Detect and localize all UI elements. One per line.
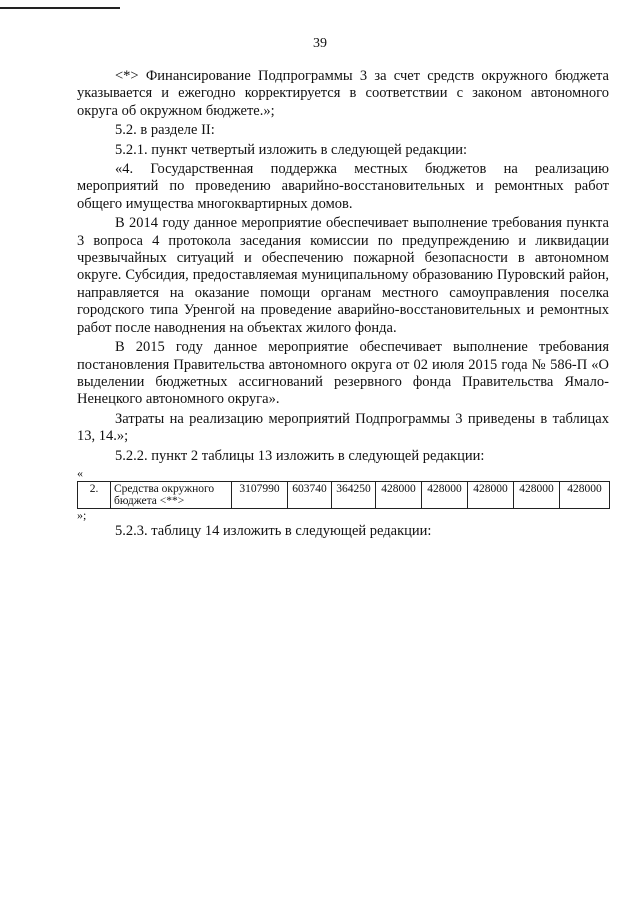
- row-index: 2.: [78, 481, 111, 508]
- value-cell: 428000: [468, 481, 514, 508]
- document-body: [77, 68, 609, 542]
- value-cell: 428000: [422, 481, 468, 508]
- value-cell: 428000: [560, 481, 610, 508]
- page-number: 39: [313, 36, 327, 51]
- costs-paragraph: Затраты на реализацию мероприятий Подпрограммы 3 приведены в таблицах 13, 14.»;: [77, 410, 609, 445]
- table-13-row-2: [77, 481, 610, 509]
- item-4-heading: «4. Государственная поддержка местных бюджетов на реализацию мероприятий по проведению аварийно-восстановительных и ремонтных работ общего имущества многоквартирных домов.: [77, 161, 609, 212]
- value-cell: 364250: [332, 481, 376, 508]
- value-cell: 603740: [288, 481, 332, 508]
- value-cell: 428000: [376, 481, 422, 508]
- section-heading: 5.2. в разделе II:: [115, 122, 215, 139]
- clause-5-2-2: 5.2.2. пункт 2 таблицы 13 изложить в следующей редакции:: [115, 447, 485, 464]
- clause-5-2-3: 5.2.3. таблицу 14 изложить в следующей редакции:: [115, 522, 432, 539]
- paragraph-2014: В 2014 году данное мероприятие обеспечивает выполнение требования пункта 3 вопроса 4 протокола заседания комиссии по предупреждению и ликвидации чрезвычайных ситуаций и обеспечению пожарной безопасности в автономном округе. Субсидия, предоставляемая муниципальному образованию Пуровский район, направляется на оказание помощи органам местного самоуправления поселка городского типа Уренгой на проведение аварийно-восстановительных и ремонтных работ после наводнения на объектах жилого фонда.: [77, 215, 609, 336]
- paragraph-2015: В 2015 году данное мероприятие обеспечивает выполнение требования постановления Правительства автономного округа от 02 июля 2015 года № 586-П «О выделении бюджетных ассигнований резервного фонда Правительства Ямало-Ненецкого автономного округа».: [77, 339, 609, 408]
- clause-paragraph: 5.2.1. пункт четвертый изложить в следующей редакции:: [115, 141, 468, 158]
- quote-close: »;: [77, 507, 87, 522]
- table-row: [78, 481, 610, 508]
- row-label: Средства окружного бюджета <**>: [111, 481, 232, 508]
- value-cell: 428000: [514, 481, 560, 508]
- quote-open: «: [77, 465, 83, 480]
- footnote-paragraph: <*> Финансирование Подпрограммы 3 за счет средств окружного бюджета указывается и ежегодно корректируется в соответствии с законом автономного округа об окружном бюджете.»;: [77, 68, 609, 119]
- top-rule: [0, 7, 120, 9]
- value-cell: 3107990: [232, 481, 288, 508]
